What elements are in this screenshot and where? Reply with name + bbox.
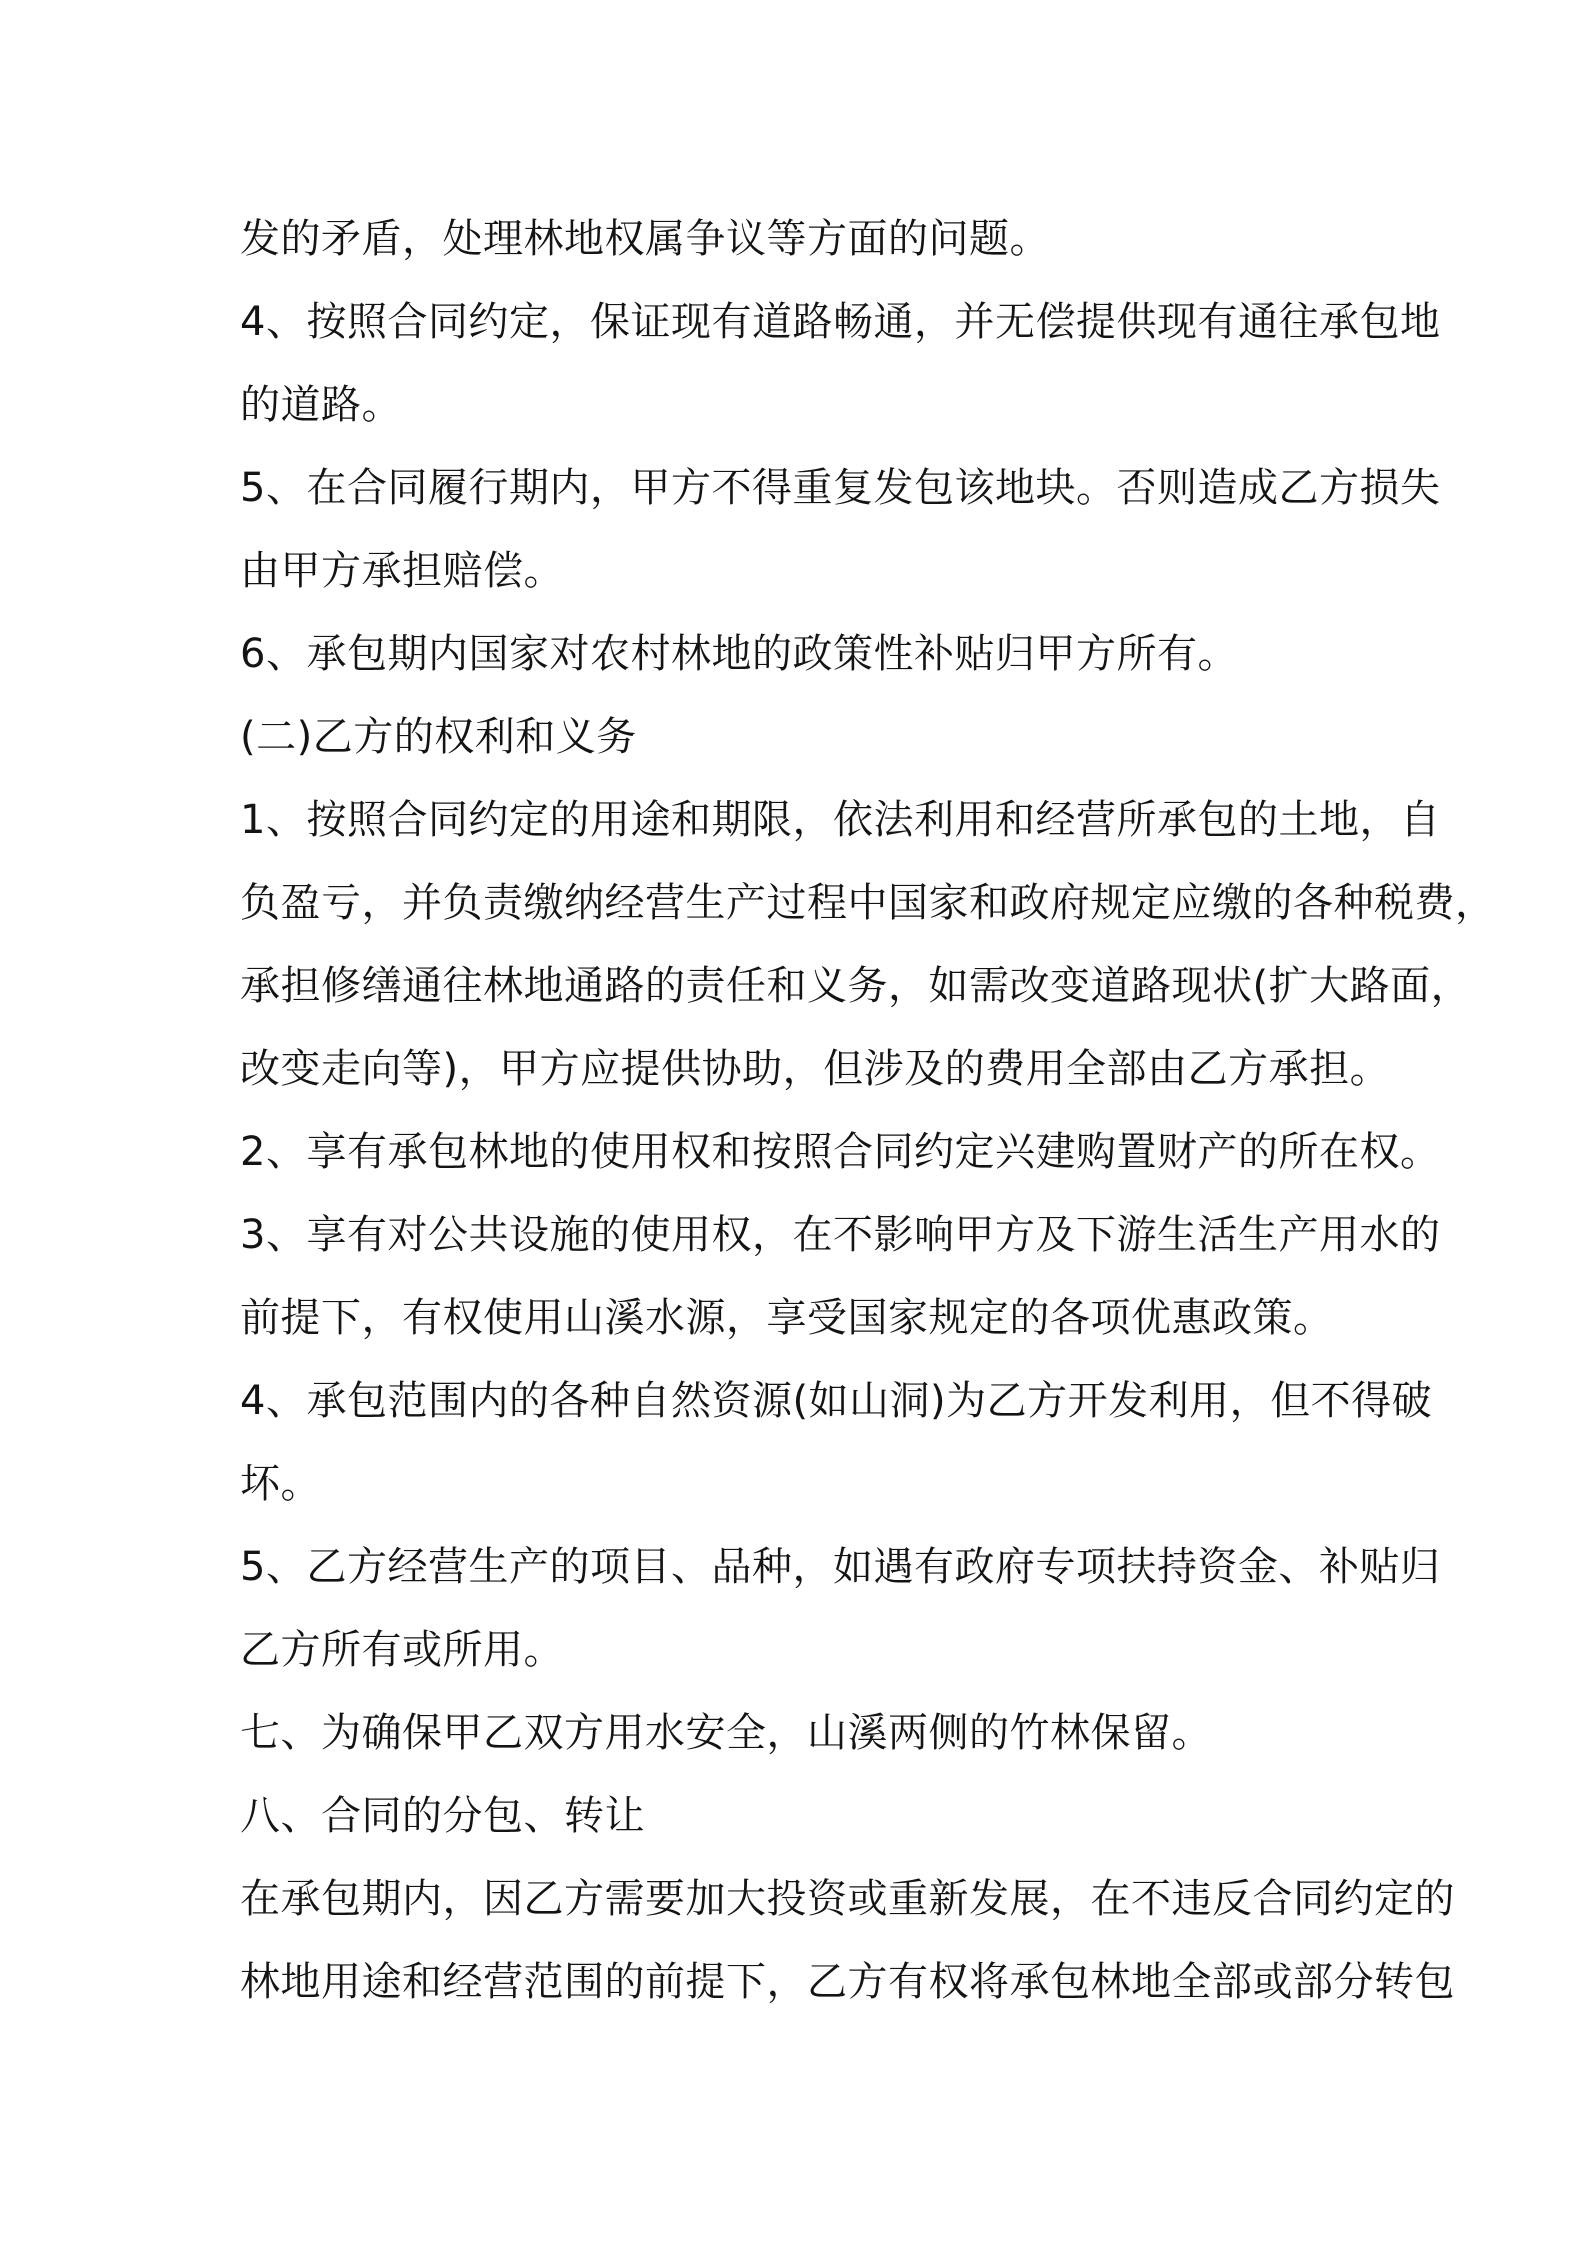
text-line: 3、享有对公共设施的使用权，在不影响甲方及下游生活生产用水的 xyxy=(240,1212,1441,1258)
text-line: 坏。 xyxy=(240,1461,321,1507)
text-line: 承担修缮通往林地通路的责任和义务，如需改变道路现状(扩大路面， xyxy=(240,963,1472,1009)
text-line: 前提下，有权使用山溪水源，享受国家规定的各项优惠政策。 xyxy=(240,1295,1334,1341)
text-line: 2、享有承包林地的使用权和按照合同约定兴建购置财产的所在权。 xyxy=(240,1129,1441,1175)
text-line: 5、在合同履行期内，甲方不得重复发包该地块。否则造成乙方损失 xyxy=(240,465,1441,511)
text-line: 4、按照合同约定，保证现有道路畅通，并无偿提供现有通往承包地 xyxy=(240,299,1441,345)
section-heading: 八、合同的分包、转让 xyxy=(240,1793,645,1839)
text-line: 1、按照合同约定的用途和期限，依法利用和经营所承包的土地，自 xyxy=(240,797,1441,843)
text-line: 的道路。 xyxy=(240,382,402,428)
text-line: 5、乙方经营生产的项目、品种，如遇有政府专项扶持资金、补贴归 xyxy=(240,1544,1441,1590)
text-line: 4、承包范围内的各种自然资源(如山洞)为乙方开发利用，但不得破 xyxy=(240,1378,1433,1424)
text-line: 林地用途和经营范围的前提下，乙方有权将承包林地全部或部分转包 xyxy=(240,1959,1455,2005)
section-heading: (二)乙方的权利和义务 xyxy=(240,714,637,760)
text-line: 由甲方承担赔偿。 xyxy=(240,548,564,594)
text-line: 七、为确保甲乙双方用水安全，山溪两侧的竹林保留。 xyxy=(240,1710,1212,1756)
text-line: 6、承包期内国家对农村林地的政策性补贴归甲方所有。 xyxy=(240,631,1238,677)
text-line: 负盈亏，并负责缴纳经营生产过程中国家和政府规定应缴的各种税费， xyxy=(240,880,1496,926)
text-line: 发的矛盾，处理林地权属争议等方面的问题。 xyxy=(240,216,1050,262)
text-line: 乙方所有或所用。 xyxy=(240,1627,564,1673)
text-line: 改变走向等)，甲方应提供协助，但涉及的费用全部由乙方承担。 xyxy=(240,1046,1391,1092)
document-body xyxy=(240,198,1496,2024)
text-line: 在承包期内，因乙方需要加大投资或重新发展，在不违反合同约定的 xyxy=(240,1876,1455,1922)
